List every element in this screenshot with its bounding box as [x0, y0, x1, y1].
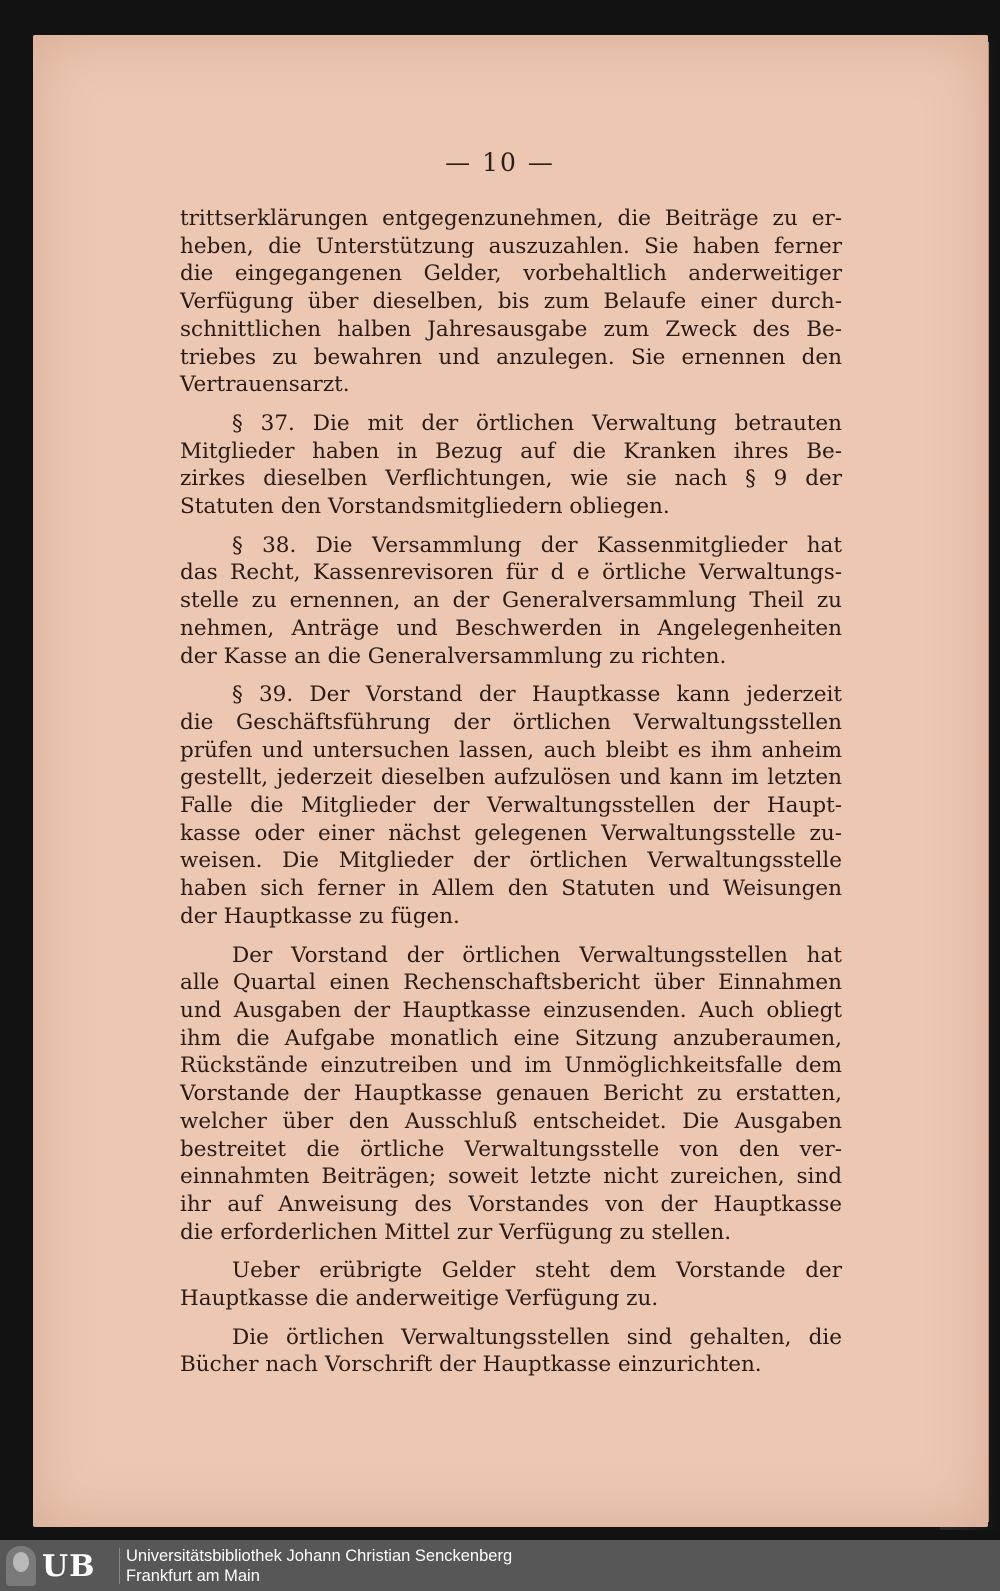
paragraph-section-37 [180, 410, 842, 521]
text-line: nehmen, Anträge und Beschwerden in Angelegenheiten [180, 615, 842, 641]
text-line: Statuten den Vorstandsmitgliedern obliegen. [180, 494, 670, 520]
text-line: die eingegangenen Gelder, vorbehaltlich anderweitiger [180, 261, 842, 287]
text-line: Verfügung über dieselben, bis zum Belaufe einer durch- [180, 289, 842, 315]
text-line: weisen. Die Mitglieder der örtlichen Verwaltungsstelle [180, 848, 842, 874]
text-line: Bücher nach Vorschrift der Hauptkasse einzurichten. [180, 1352, 762, 1378]
text-line: Vertrauensarzt. [180, 372, 350, 398]
footer-divider [119, 1548, 120, 1584]
page-number: — 10 — [445, 148, 555, 177]
text-line: Falle die Mitglieder der Verwaltungsstellen der Haupt- [180, 793, 842, 819]
text-line: Die örtlichen Verwaltungsstellen sind gehalten, die [232, 1324, 842, 1350]
text-line: heben, die Unterstützung auszuzahlen. Sie haben ferner [180, 233, 842, 259]
text-line: ihr auf Anweisung des Vorstandes von der Hauptkasse [180, 1191, 842, 1217]
text-line: welcher über den Ausschluß entscheidet. Die Ausgaben [180, 1108, 842, 1134]
text-line: die erforderlichen Mittel zur Verfügung zu stellen. [180, 1219, 732, 1245]
text-line: Der Vorstand der örtlichen Verwaltungsstellen hat [232, 942, 842, 968]
text-line: das Recht, Kassenrevisoren für d e örtliche Verwaltungs- [180, 560, 842, 586]
text-line: und Ausgaben der Hauptkasse einzusenden. Auch obliegt [180, 997, 842, 1023]
ub-logo [6, 1546, 114, 1586]
text-line: triebes zu bewahren und anzulegen. Sie ernennen den [180, 344, 842, 370]
text-line: trittserklärungen entgegenzunehmen, die Beiträge zu er- [180, 206, 842, 231]
text-line: Rückstände einzutreiben und im Unmöglichkeitsfalle dem [180, 1053, 842, 1079]
text-line: der Kasse an die Generalversammlung zu richten. [180, 643, 727, 669]
text-line: ihm die Aufgabe monatlich eine Sitzung anzuberaumen, [180, 1025, 842, 1051]
portrait-icon [6, 1546, 36, 1586]
text-line: die Geschäftsführung der örtlichen Verwaltungsstellen [180, 709, 842, 735]
paragraph-section-39 [180, 681, 842, 930]
text-line: Hauptkasse die anderweitige Verfügung zu. [180, 1286, 659, 1312]
text-line: zirkes dieselben Verflichtungen, wie sie nach § 9 der [180, 466, 842, 492]
paragraph-1 [180, 205, 842, 399]
text-line: haben sich ferner in Allem den Statuten und Weisungen [180, 876, 842, 902]
logo-text: UB [42, 1548, 96, 1584]
text-line: Mitglieder haben in Bezug auf die Kranken ihres Be- [180, 438, 842, 464]
text-line: gestellt, jederzeit dieselben aufzulösen und kann im letzten [180, 765, 842, 791]
paragraph-section-38 [180, 532, 842, 671]
text-line: § 39. Der Vorstand der Hauptkasse kann jederzeit [232, 682, 842, 708]
text-line: kasse oder einer nächst gelegenen Verwaltungsstelle zu- [180, 820, 842, 846]
institution-city: Frankfurt am Main [126, 1567, 260, 1585]
text-line: Ueber erübrigte Gelder steht dem Vorstande der [232, 1258, 842, 1284]
text-line: alle Quartal einen Rechenschaftsbericht über Einnahmen [180, 970, 842, 996]
text-line: stelle zu ernennen, an der Generalversammlung Theil zu [180, 588, 842, 614]
paragraph-vorstand [180, 942, 842, 1247]
footer-institution [126, 1546, 512, 1586]
text-line: einnahmten Beiträgen; soweit letzte nicht zureichen, sind [180, 1164, 842, 1190]
text-line: der Hauptkasse zu fügen. [180, 903, 460, 929]
institution-name: Universitätsbibliothek Johann Christian Senckenberg [126, 1547, 513, 1565]
body-text [180, 205, 842, 1390]
text-line: Vorstande der Hauptkasse genauen Bericht zu erstatten, [180, 1081, 842, 1107]
text-line: § 37. Die mit der örtlichen Verwaltung betrauten [232, 410, 842, 436]
text-line: prüfen und untersuchen lassen, auch bleibt es ihm anheim [180, 737, 842, 763]
text-line: schnittlichen halben Jahresausgabe zum Zweck des Be- [180, 316, 842, 342]
library-footer [0, 1540, 1000, 1591]
paragraph-ueberschuss [180, 1257, 842, 1312]
text-line: bestreitet die örtliche Verwaltungsstelle von den ver- [180, 1136, 842, 1162]
text-line: § 38. Die Versammlung der Kassenmitglieder hat [232, 532, 842, 558]
paragraph-buecher [180, 1324, 842, 1379]
